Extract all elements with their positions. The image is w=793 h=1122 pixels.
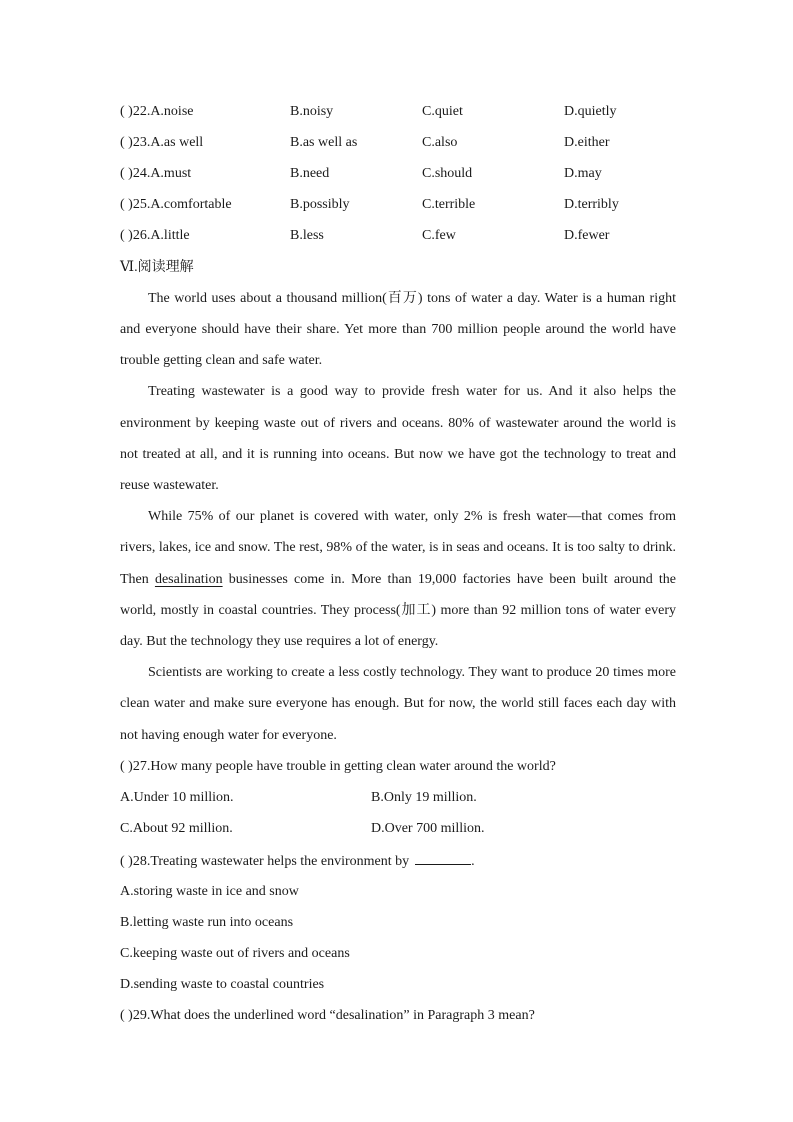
answer-blank xyxy=(415,850,471,865)
section-heading: Ⅵ.阅读理解 xyxy=(120,260,194,275)
option-d: D.terribly xyxy=(564,197,619,212)
question-28-option-a: A.storing waste in ice and snow xyxy=(120,884,299,899)
passage-line: Scientists are working to create a less costly technology. They want to produce 20 times more xyxy=(148,665,676,680)
passage-line: While 75% of our planet is covered with water, only 2% is fresh water—that comes from xyxy=(148,509,676,524)
question-number: ( )22.A.noise xyxy=(120,104,194,119)
question-28-option-c: C.keeping waste out of rivers and oceans xyxy=(120,946,350,961)
option-d: D.quietly xyxy=(564,104,617,119)
option-d: D.either xyxy=(564,135,610,150)
passage-line: clean water and make sure everyone has enough. But for now, the world still faces each day with xyxy=(120,696,676,711)
question-number: ( )26.A.little xyxy=(120,228,190,243)
question-27-option-d: D.Over 700 million. xyxy=(371,821,485,836)
passage-line: not treated at all, and it is running into oceans. But now we have got the technology to treat and xyxy=(120,447,676,462)
question-27-option-a: A.Under 10 million. xyxy=(120,790,234,805)
option-c: C.should xyxy=(422,166,473,181)
cloze-question-22 xyxy=(120,102,680,122)
question-number: ( )23.A.as well xyxy=(120,135,204,150)
passage-line: environment by keeping waste out of rivers and oceans. 80% of wastewater around the world is xyxy=(120,416,676,431)
question-27-option-b: B.Only 19 million. xyxy=(371,790,477,805)
passage-line: not having enough water for everyone. xyxy=(120,728,337,743)
option-b: B.as well as xyxy=(290,135,358,150)
cloze-question-25 xyxy=(120,195,680,215)
passage-line: trouble getting clean and safe water. xyxy=(120,353,323,368)
option-c: C.terrible xyxy=(422,197,476,212)
passage-line: world, mostly in coastal countries. They process(加工) more than 92 million tons of water every xyxy=(120,603,676,618)
underlined-word-desalination: desalination xyxy=(154,572,223,587)
passage-line: The world uses about a thousand million(百万) tons of water a day. Water is a human right xyxy=(148,291,676,306)
passage-line: Treating wastewater is a good way to provide fresh water for us. And it also helps the xyxy=(148,384,676,399)
cloze-question-26 xyxy=(120,226,680,246)
question-27-stem: ( )27.How many people have trouble in getting clean water around the world? xyxy=(120,759,556,774)
question-28-option-b: B.letting waste run into oceans xyxy=(120,915,294,930)
option-c: C.few xyxy=(422,228,456,243)
option-d: D.fewer xyxy=(564,228,610,243)
question-29-stem: ( )29.What does the underlined word “desalination” in Paragraph 3 mean? xyxy=(120,1008,535,1023)
cloze-question-23 xyxy=(120,133,680,153)
question-28-option-d: D.sending waste to coastal countries xyxy=(120,977,325,992)
passage-line: reuse wastewater. xyxy=(120,478,219,493)
option-b: B.noisy xyxy=(290,104,334,119)
question-28-stem: ( )28.Treating wastewater helps the environment by . xyxy=(120,850,475,870)
passage-line: and everyone should have their share. Yet more than 700 million people around the world have xyxy=(120,322,676,337)
option-d: D.may xyxy=(564,166,602,181)
option-b: B.less xyxy=(290,228,324,243)
option-c: C.quiet xyxy=(422,104,463,119)
option-b: B.need xyxy=(290,166,330,181)
passage-line: rivers, lakes, ice and snow. The rest, 98% of the water, is in seas and oceans. It is too salty to drink. xyxy=(120,540,676,555)
question-27-option-c: C.About 92 million. xyxy=(120,821,233,836)
question-number: ( )25.A.comfortable xyxy=(120,197,232,212)
question-number: ( )24.A.must xyxy=(120,166,192,181)
option-c: C.also xyxy=(422,135,458,150)
cloze-question-24 xyxy=(120,164,680,184)
option-b: B.possibly xyxy=(290,197,350,212)
passage-line: day. But the technology they use requires a lot of energy. xyxy=(120,634,439,649)
passage-line-with-underline: Then desalination businesses come in. More than 19,000 factories have been built around the xyxy=(120,572,676,587)
